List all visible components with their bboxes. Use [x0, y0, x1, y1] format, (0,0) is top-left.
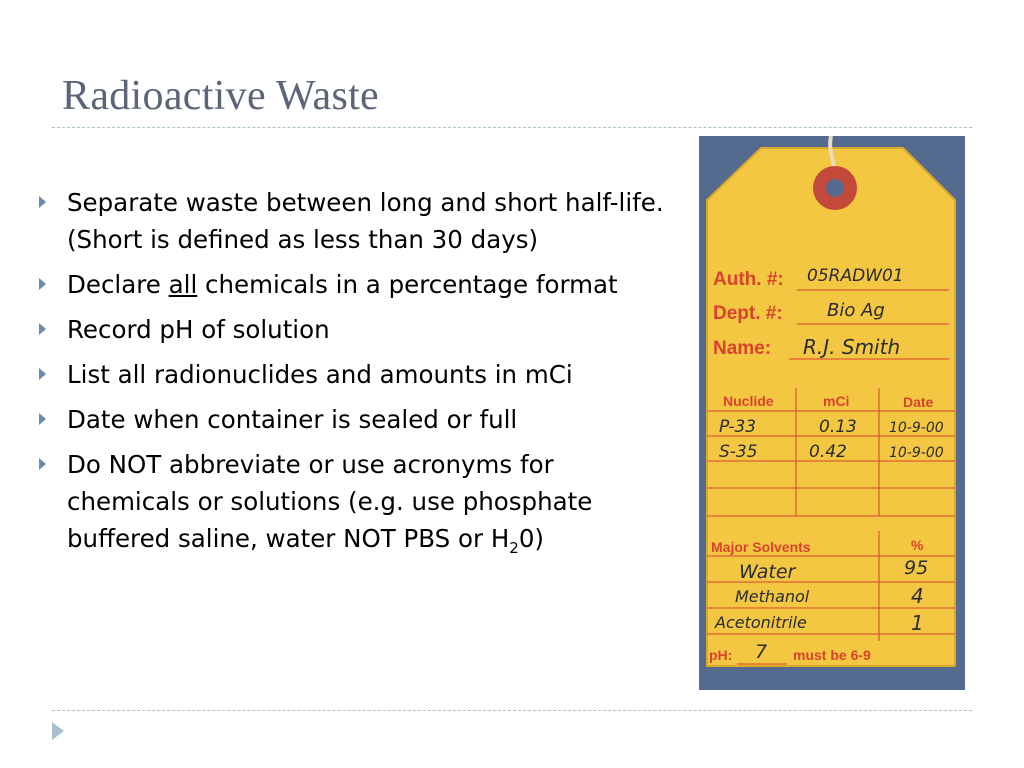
ph-label: pH:	[709, 647, 733, 663]
bullet-arrow-icon	[39, 413, 46, 425]
bullet-text: Record pH of solution	[67, 315, 330, 344]
major-solvents-header: Major Solvents	[711, 539, 811, 555]
nuclide-cell: S-35	[719, 442, 758, 462]
bullet-list	[36, 184, 676, 565]
bullet-item	[36, 401, 676, 438]
dept-label: Dept. #:	[713, 303, 783, 324]
mci-cell: 0.13	[819, 417, 857, 437]
subscript-2: 2	[509, 538, 519, 557]
bullet-text-underlined: all	[168, 270, 198, 299]
solvent-percent: 4	[911, 584, 924, 608]
bullet-text-prefix: Declare	[67, 270, 169, 299]
bullet-text: List all radionuclides and amounts in mCi	[67, 360, 573, 389]
bullet-arrow-icon	[39, 368, 46, 380]
dept-value: Bio Ag	[827, 300, 885, 321]
footer-divider	[52, 710, 972, 711]
solvent-name: Methanol	[735, 587, 810, 606]
solvent-name: Acetonitrile	[715, 613, 807, 632]
col-mci-header: mCi	[823, 393, 850, 409]
next-slide-arrow-icon[interactable]	[52, 722, 64, 740]
bullet-text-suffix: 0)	[518, 524, 544, 553]
solvent-name: Water	[739, 561, 796, 583]
date-cell: 10-9-00	[889, 445, 944, 461]
bullet-item	[36, 446, 676, 557]
title-divider	[52, 127, 972, 128]
solvent-percent: 95	[904, 557, 929, 579]
name-value: R.J. Smith	[803, 335, 901, 359]
name-label: Name:	[713, 338, 772, 359]
slide-title: Radioactive Waste	[62, 73, 380, 119]
ph-value: 7	[755, 641, 768, 663]
bullet-item	[36, 311, 676, 348]
bullet-text: Separate waste between long and short half-life. (Short is defined as less than 30 days)	[67, 188, 664, 254]
bullet-item	[36, 184, 676, 258]
bullet-arrow-icon	[39, 458, 46, 470]
bullet-item	[36, 266, 676, 303]
waste-tag-photo	[699, 136, 965, 690]
mci-cell: 0.42	[809, 442, 847, 462]
col-nuclide-header: Nuclide	[723, 393, 774, 409]
bullet-arrow-icon	[39, 196, 46, 208]
date-cell: 10-9-00	[889, 420, 944, 436]
bullet-text-suffix: chemicals in a percentage format	[197, 270, 618, 299]
col-date-header: Date	[903, 394, 934, 410]
nuclide-cell: P-33	[719, 417, 757, 437]
percent-header: %	[911, 537, 924, 553]
bullet-text-prefix: Do NOT abbreviate or use acronyms for chemicals or solutions (e.g. use phosphate buffered saline, water NOT PBS or H	[67, 450, 593, 553]
solvent-percent: 1	[911, 611, 924, 635]
bullet-arrow-icon	[39, 323, 46, 335]
auth-label: Auth. #:	[713, 269, 784, 290]
bullet-arrow-icon	[39, 278, 46, 290]
ph-note: must be 6-9	[793, 647, 871, 663]
bullet-item	[36, 356, 676, 393]
auth-value: 05RADW01	[807, 266, 904, 286]
tag-hole	[826, 179, 844, 197]
bullet-text: Date when container is sealed or full	[67, 405, 518, 434]
waste-tag-illustration	[699, 136, 965, 690]
